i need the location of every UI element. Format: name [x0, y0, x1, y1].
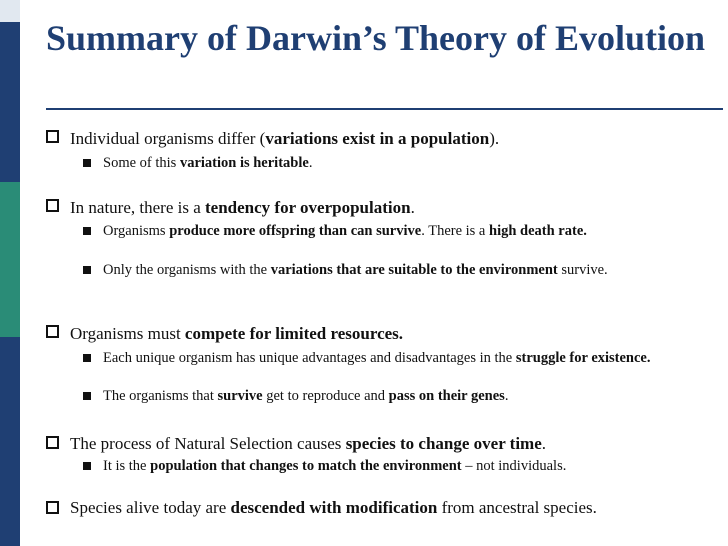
- bullet-level1: [70, 129, 710, 149]
- highlight-text: variation is heritable: [179, 155, 309, 171]
- text-run: Only the organisms with the: [103, 262, 271, 278]
- bullet-level2: [103, 223, 703, 240]
- text-run: from ancestral species.: [437, 498, 597, 517]
- text-run: – not individuals.: [461, 458, 567, 474]
- text-run: .: [541, 434, 547, 453]
- highlight-text: produce more offspring than can survive: [169, 223, 422, 239]
- highlight-text: population that changes to match the environment: [150, 458, 462, 474]
- text-run: survive.: [557, 262, 608, 278]
- text-run: Some of this: [103, 155, 180, 171]
- hollow-square-bullet-icon: [46, 130, 59, 143]
- text-run: Organisms: [103, 223, 170, 239]
- text-run: .: [410, 198, 415, 217]
- text-run: .: [308, 155, 313, 171]
- highlight-text: descended with modification: [230, 498, 438, 517]
- highlight-text: struggle for existence.: [515, 350, 651, 366]
- bullet-level1: [70, 324, 710, 344]
- text-run: Each unique organism has unique advantages and disadvantages in the: [103, 350, 516, 366]
- text-run: Individual organisms differ (: [70, 129, 266, 148]
- highlight-text: survive: [217, 388, 263, 404]
- bullet-level1: [70, 198, 710, 218]
- text-run: Species alive today are: [70, 498, 231, 517]
- highlight-text: variations exist in a population: [265, 129, 490, 148]
- highlight-text: variations that are suitable to the environment: [270, 262, 558, 278]
- text-run: ).: [489, 129, 500, 148]
- hollow-square-bullet-icon: [46, 325, 59, 338]
- highlight-text: species to change over time: [345, 434, 542, 453]
- hollow-square-bullet-icon: [46, 501, 59, 514]
- highlight-text: tendency for overpopulation: [205, 198, 411, 217]
- filled-square-bullet-icon: [83, 354, 91, 362]
- highlight-text: pass on their genes: [388, 388, 505, 404]
- hollow-square-bullet-icon: [46, 436, 59, 449]
- text-run: Organisms must: [70, 324, 185, 343]
- text-run: . There is a: [421, 223, 489, 239]
- bullet-level2: [103, 155, 703, 172]
- bullet-level2: [103, 350, 703, 367]
- highlight-text: compete for limited resources.: [184, 324, 404, 343]
- text-run: .: [504, 388, 509, 404]
- bullet-level1: [70, 498, 722, 518]
- slide-title: Summary of Darwin’s Theory of Evolution: [46, 18, 706, 58]
- bullet-level2: [103, 388, 703, 405]
- text-run: The organisms that: [103, 388, 218, 404]
- bullet-level2: [103, 458, 703, 475]
- bullet-level1: [70, 434, 710, 454]
- filled-square-bullet-icon: [83, 392, 91, 400]
- bullet-level2: [103, 262, 703, 279]
- hollow-square-bullet-icon: [46, 199, 59, 212]
- filled-square-bullet-icon: [83, 462, 91, 470]
- text-run: The process of Natural Selection causes: [70, 434, 346, 453]
- filled-square-bullet-icon: [83, 159, 91, 167]
- text-run: get to reproduce and: [262, 388, 389, 404]
- filled-square-bullet-icon: [83, 266, 91, 274]
- highlight-text: high death rate.: [489, 223, 587, 239]
- text-run: It is the: [103, 458, 151, 474]
- filled-square-bullet-icon: [83, 227, 91, 235]
- text-run: In nature, there is a: [70, 198, 205, 217]
